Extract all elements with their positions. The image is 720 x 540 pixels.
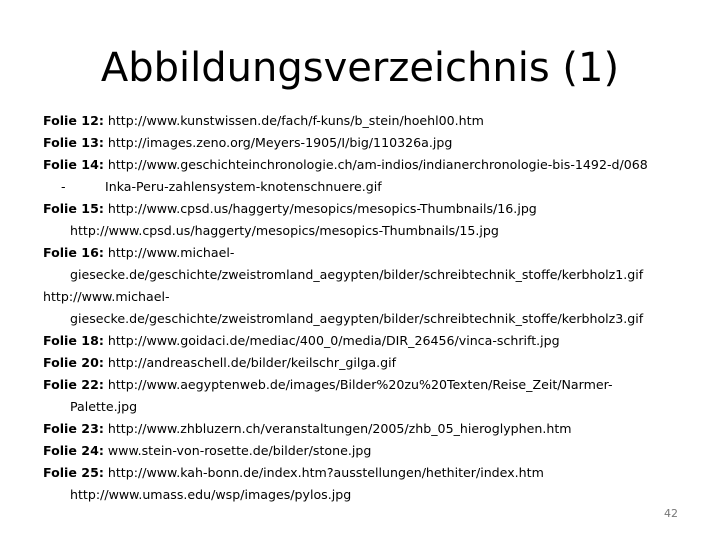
reference-url: http://www.umass.edu/wsp/images/pylos.jpg <box>70 487 352 502</box>
reference-line <box>43 132 707 154</box>
reference-url: www.stein-von-rosette.de/bilder/stone.jpg <box>103 443 372 458</box>
reference-url: http://www.zhbluzern.ch/veranstaltungen/2005/zhb_05_hieroglyphen.htm <box>103 421 572 436</box>
reference-line <box>43 440 707 462</box>
slide-label: Folie 22: <box>43 377 104 392</box>
slide-label: Folie 16: <box>43 245 104 260</box>
reference-url: http://www.michael- <box>43 289 170 304</box>
reference-line <box>43 352 707 374</box>
reference-url: http://andreaschell.de/bilder/keilschr_gilga.gif <box>103 355 397 370</box>
slide-label: Folie 18: <box>43 333 104 348</box>
continuation-dash: - <box>61 179 66 194</box>
slide-label: Folie 24: <box>43 443 104 458</box>
page-number: 42 <box>664 507 678 520</box>
reference-url: Inka-Peru-zahlensystem-knotenschnuere.gif <box>105 179 382 194</box>
reference-url: http://www.aegyptenweb.de/images/Bilder%20zu%20Texten/Reise_Zeit/Narmer- <box>103 377 613 392</box>
reference-url: http://www.geschichteinchronologie.ch/am-indios/indianerchronologie-bis-1492-d/068 <box>103 157 648 172</box>
reference-line <box>43 154 707 176</box>
slide-label: Folie 15: <box>43 201 104 216</box>
reference-line <box>43 308 707 330</box>
reference-url: http://www.kunstwissen.de/fach/f-kuns/b_stein/hoehl00.htm <box>103 113 484 128</box>
slide-label: Folie 12: <box>43 113 104 128</box>
reference-line <box>43 286 707 308</box>
reference-line <box>43 198 707 220</box>
slide-label: Folie 13: <box>43 135 104 150</box>
reference-line <box>43 220 707 242</box>
reference-line <box>43 110 707 132</box>
reference-line <box>43 264 707 286</box>
reference-line <box>43 484 707 506</box>
slide-title: Abbildungsverzeichnis (1) <box>100 45 620 91</box>
reference-line <box>43 330 707 352</box>
slide-label: Folie 14: <box>43 157 104 172</box>
reference-line <box>43 374 707 396</box>
reference-line <box>43 418 707 440</box>
reference-url: giesecke.de/geschichte/zweistromland_aegypten/bilder/schreibtechnik_stoffe/kerbholz1.gif <box>70 267 644 282</box>
reference-line <box>43 176 707 198</box>
reference-url: http://www.goidaci.de/mediac/400_0/media/DIR_26456/vinca-schrift.jpg <box>103 333 560 348</box>
slide-label: Folie 20: <box>43 355 104 370</box>
slide-label: Folie 25: <box>43 465 104 480</box>
reference-line <box>43 396 707 418</box>
reference-line <box>43 462 707 484</box>
reference-url: http://www.cpsd.us/haggerty/mesopics/mesopics-Thumbnails/15.jpg <box>70 223 499 238</box>
reference-url: giesecke.de/geschichte/zweistromland_aegypten/bilder/schreibtechnik_stoffe/kerbholz3.gif <box>70 311 644 326</box>
reference-line <box>43 242 707 264</box>
reference-url: http://images.zeno.org/Meyers-1905/I/big/110326a.jpg <box>103 135 453 150</box>
reference-url: http://www.michael- <box>103 245 235 260</box>
reference-url: http://www.cpsd.us/haggerty/mesopics/mesopics-Thumbnails/16.jpg <box>103 201 537 216</box>
reference-url: http://www.kah-bonn.de/index.htm?ausstellungen/hethiter/index.htm <box>103 465 544 480</box>
reference-url: Palette.jpg <box>70 399 138 414</box>
slide-label: Folie 23: <box>43 421 104 436</box>
reference-list <box>43 110 707 506</box>
